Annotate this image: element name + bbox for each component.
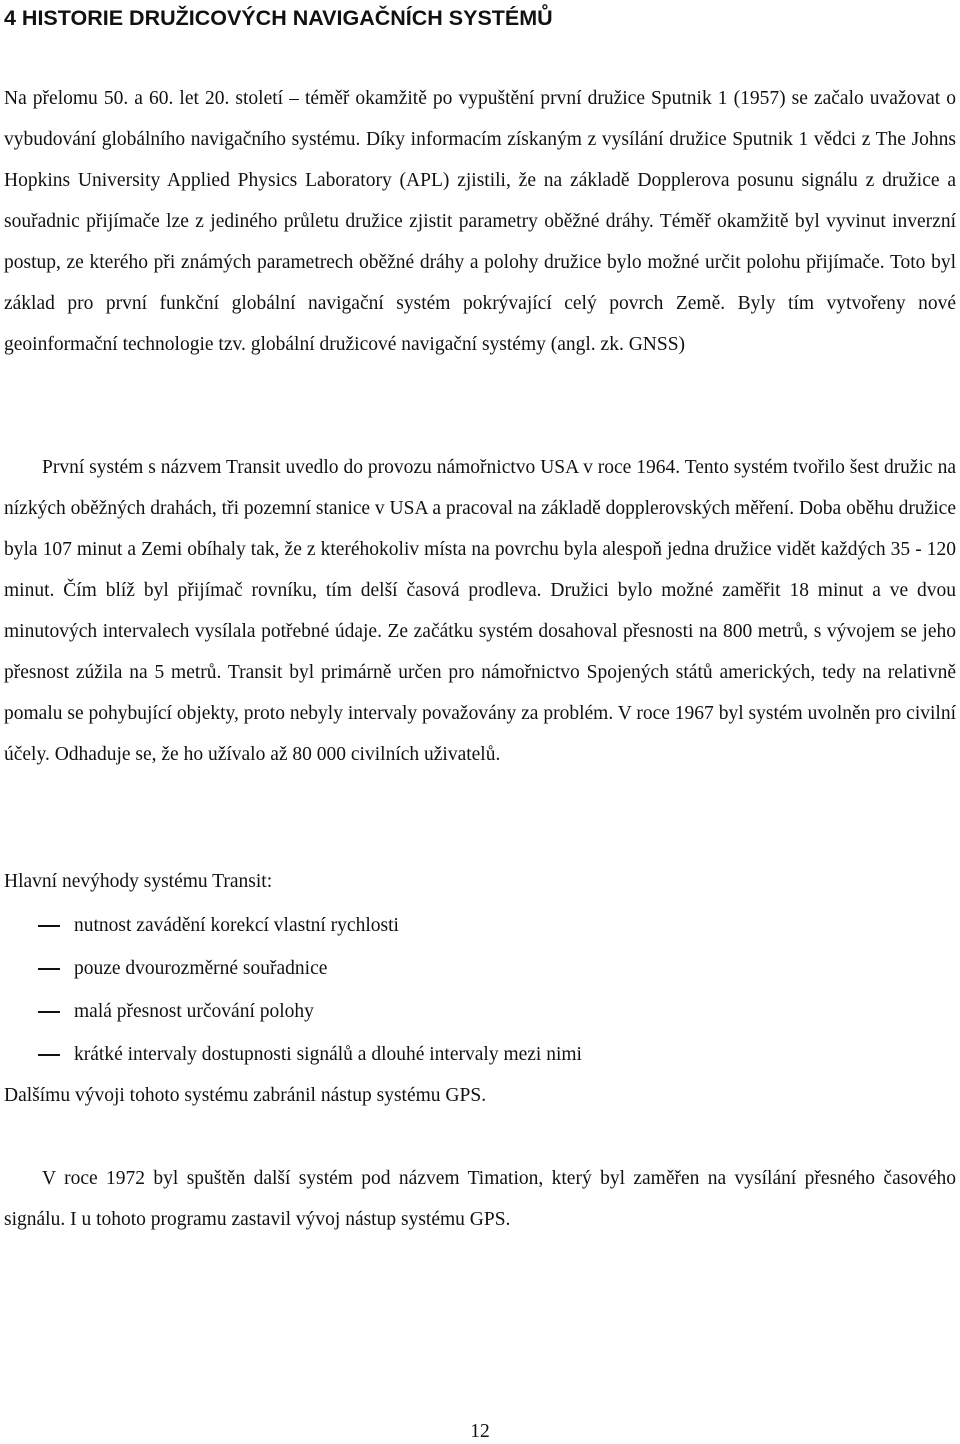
list-item-text: malá přesnost určování polohy xyxy=(74,1001,314,1022)
dash-bullet xyxy=(38,925,60,927)
list-item xyxy=(4,1033,956,1076)
paragraph-transit: První systém s názvem Transit uvedlo do provozu námořnictvo USA v roce 1964. Tento systém tvořilo šest družic na nízkých oběžných drahách, tři pozemní stanice v USA a pracoval na základě dopplerovských měření. Doba oběhu družice byla 107 minut a Zemi obíhaly tak, že z kteréhokoliv místa na povrchu byla alespoň jedna družice vidět každých 35 - 120 minut. Čím blíž byl přijímač rovníku, tím delší časová prodleva. Družici bylo možné zaměřit 18 minut a ve dvou minutových intervalech vysílala potřebné údaje. Ze začátku systém dosahoval přesnosti na 800 metrů, s vývojem se jeho přesnost zúžila na 5 metrů. Transit byl primárně určen pro námořnictvo Spojených států amerických, tedy na relativně pomalu se pohybující objekty, proto nebyly intervaly považovány za problém. V roce 1967 byl systém uvolněn pro civilní účely. Odhaduje se, že ho užívalo až 80 000 civilních uživatelů. xyxy=(4,457,956,765)
list-item xyxy=(4,904,956,947)
list-item-text: krátké intervaly dostupnosti signálů a dlouhé intervaly mezi nimi xyxy=(74,1044,582,1065)
list-item xyxy=(4,990,956,1033)
list-item-text: nutnost zavádění korekcí vlastní rychlosti xyxy=(74,915,399,936)
paragraph-after-list: Dalšímu vývoji tohoto systému zabránil nástup systému GPS. xyxy=(4,1085,487,1106)
disadvantages-list xyxy=(4,904,956,1076)
dash-bullet xyxy=(38,968,60,970)
list-item-text: pouze dvourozměrné souřadnice xyxy=(74,958,328,979)
list-intro: Hlavní nevýhody systému Transit: xyxy=(4,871,273,892)
paragraph-intro: Na přelomu 50. a 60. let 20. století – téměř okamžitě po vypuštění první družice Sputnik 1 (1957) se začalo uvažovat o vybudování globálního navigačního systému. Díky informacím získaným z vysílání družice Sputnik 1 vědci z The Johns Hopkins University Applied Physics Laboratory (APL) zjistili, že na základě Dopplerova posunu signálu z družice a souřadnic přijímače lze z jediného průletu družice zjistit parametry oběžné dráhy. Téměř okamžitě byl vyvinut inverzní postup, ze kterého při známých parametrech oběžné dráhy a polohy družice bylo možné určit polohu přijímače. Toto byl základ pro první funkční globální navigační systém pokrývající celý povrch Země. Byly tím vytvořeny nové geoinformační technologie tzv. globální družicové navigační systémy (angl. zk. GNSS) xyxy=(4,88,956,355)
paragraph-timation: V roce 1972 byl spuštěn další systém pod názvem Timation, který byl zaměřen na vysílání přesného časového signálu. I u tohoto programu zastavil vývoj nástup systému GPS. xyxy=(4,1168,956,1230)
page-number: 12 xyxy=(470,1421,490,1442)
list-item xyxy=(4,947,956,990)
dash-bullet xyxy=(38,1054,60,1056)
chapter-heading: 4 HISTORIE DRUŽICOVÝCH NAVIGAČNÍCH SYSTÉMŮ xyxy=(4,6,553,30)
dash-bullet xyxy=(38,1011,60,1013)
